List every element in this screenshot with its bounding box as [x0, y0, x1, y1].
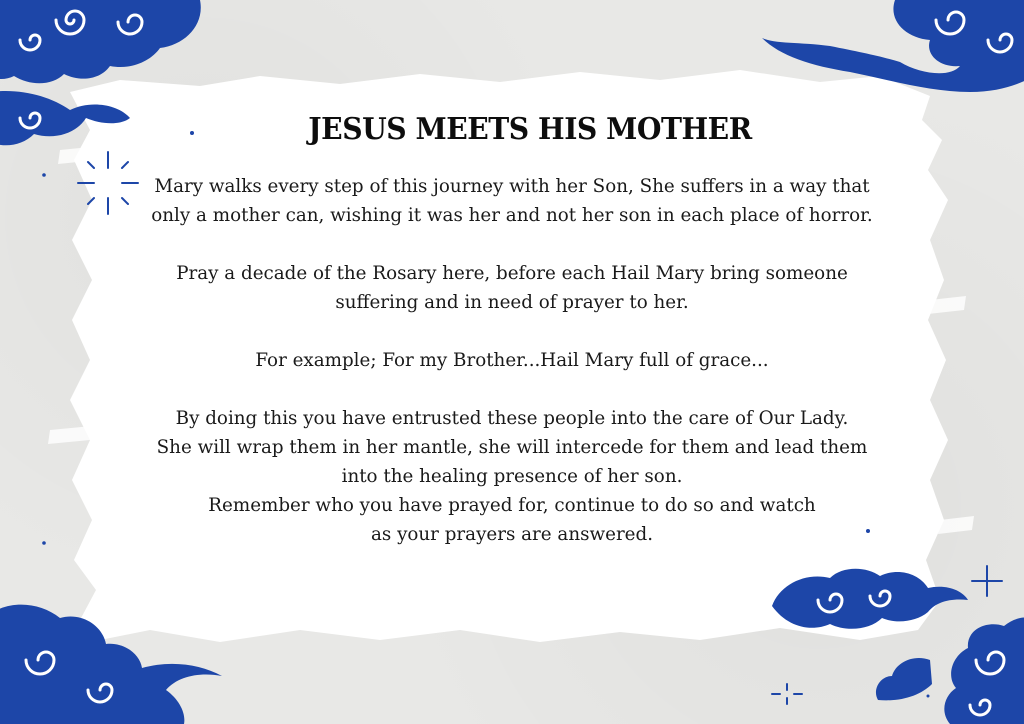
- paragraph-line: By doing this you have entrusted these people into the care of Our Lady.: [175, 408, 849, 429]
- paragraph-line: Pray a decade of the Rosary here, before each Hail Mary bring someone: [176, 263, 848, 284]
- paragraph-line: as your prayers are answered.: [370, 524, 654, 545]
- sparkle-icon: [972, 566, 1002, 596]
- sparkle-icon: [772, 684, 802, 704]
- paragraph-line: into the healing presence of her son.: [341, 466, 683, 487]
- paragraph-line: She will wrap them in her mantle, she will intercede for them and lead them: [156, 437, 868, 458]
- paragraph-line: suffering and in need of prayer to her.: [335, 292, 689, 313]
- paragraph-line: Remember who you have prayed for, continue to do so and watch: [208, 495, 816, 516]
- paragraph-line: Mary walks every step of this journey with her Son, She suffers in a way that: [154, 176, 870, 197]
- page-title: JESUS MEETS HIS MOTHER: [308, 112, 752, 147]
- paragraph-line: only a mother can, wishing it was her and not her son in each place of horror.: [151, 205, 873, 226]
- blue-swirl-cloud-icon: [0, 605, 222, 724]
- blue-swirl-cloud-icon: [0, 0, 201, 145]
- body-text: [60, 172, 964, 549]
- paragraph-line: For example; For my Brother...Hail Mary full of grace...: [255, 350, 769, 371]
- blue-swirl-cloud-icon: [762, 0, 1024, 92]
